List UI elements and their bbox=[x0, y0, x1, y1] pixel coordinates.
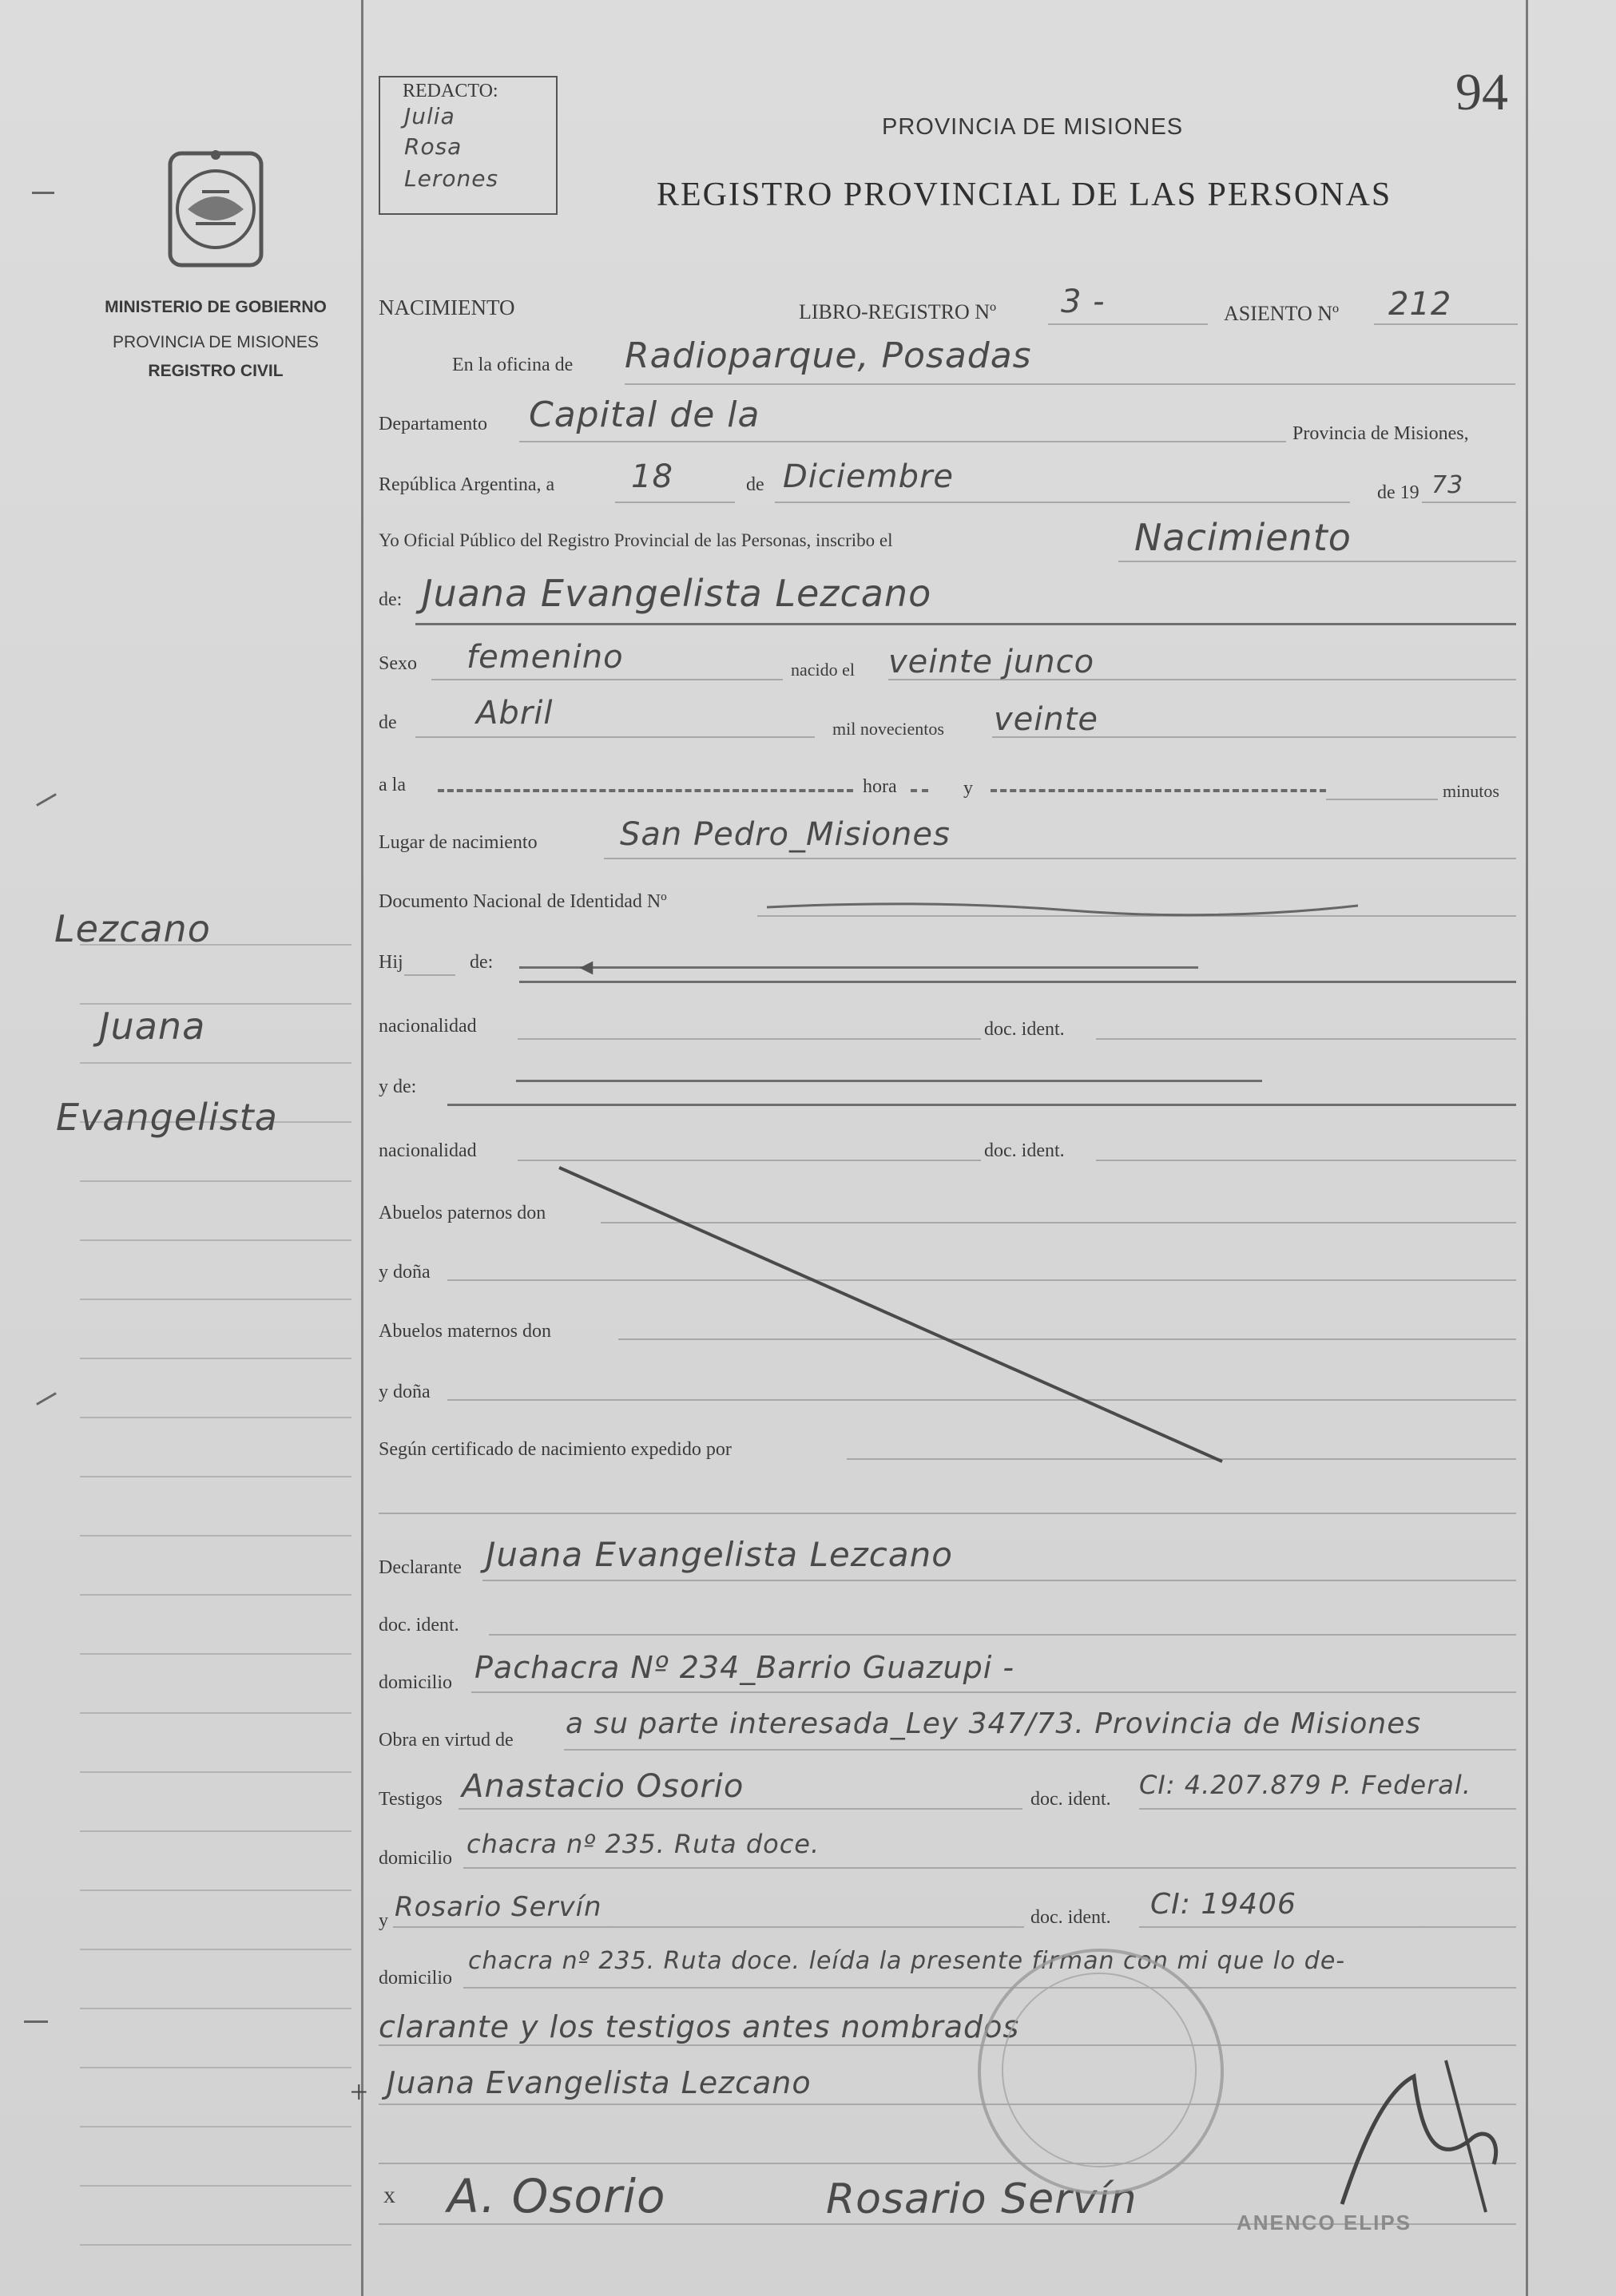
field-line bbox=[1374, 323, 1518, 325]
asiento-value: 212 bbox=[1388, 286, 1452, 323]
cancel-line bbox=[516, 1080, 1262, 1082]
abuelos-paternos-label: Abuelos paternos don bbox=[379, 1203, 546, 1223]
field-line bbox=[471, 1691, 1516, 1693]
arrow-icon: ◄ bbox=[575, 955, 598, 980]
field-line bbox=[1118, 561, 1516, 562]
ministry-line-3: REGISTRO CIVIL bbox=[148, 362, 284, 380]
officer-stamp-text: ANENCO ELIPS bbox=[1237, 2211, 1412, 2235]
de4-label: de: bbox=[470, 952, 494, 973]
nacionalidad-label: nacionalidad bbox=[379, 1016, 477, 1037]
yo-label: Yo Oficial Público del Registro Provincial de las Personas, inscribo el bbox=[379, 530, 893, 550]
margin-rule-line bbox=[80, 1712, 351, 1714]
margin-surname: Lezcano bbox=[54, 907, 211, 950]
margin-rule-line bbox=[80, 1771, 351, 1773]
testigos-label: Testigos bbox=[379, 1789, 443, 1810]
dni-label: Documento Nacional de Identidad Nº bbox=[379, 891, 667, 912]
margin-rule-line bbox=[80, 1830, 351, 1832]
nacido-label: nacido el bbox=[791, 660, 856, 680]
registry-heading: REGISTRO PROVINCIAL DE LAS PERSONAS bbox=[657, 176, 1392, 213]
nacido-value: veinte junco bbox=[888, 644, 1095, 680]
right-margin-line bbox=[1526, 0, 1528, 2296]
doc-ident5-label: doc. ident. bbox=[1030, 1907, 1111, 1928]
field-line bbox=[482, 1580, 1516, 1581]
binding-mark bbox=[32, 192, 54, 194]
abuelos-maternos-label: Abuelos maternos don bbox=[379, 1321, 551, 1342]
hora-label: hora bbox=[863, 776, 897, 797]
officer-signature bbox=[1326, 2044, 1518, 2220]
doc-ident2-label: doc. ident. bbox=[984, 1140, 1065, 1161]
domicilio-label: domicilio bbox=[379, 1672, 452, 1693]
dia-value: 18 bbox=[631, 458, 673, 495]
anio-label: de 19 bbox=[1377, 482, 1419, 503]
name-underline bbox=[415, 623, 1516, 625]
cancel-line bbox=[519, 966, 1198, 969]
field-line bbox=[1048, 323, 1208, 325]
field-line bbox=[625, 383, 1515, 385]
hora-blank-dashes bbox=[438, 789, 853, 792]
binding-mark bbox=[36, 1392, 57, 1406]
de2-label: de: bbox=[379, 589, 403, 610]
minutos-label: minutos bbox=[1443, 781, 1499, 801]
testigo2-doc-value: CI: 19406 bbox=[1150, 1888, 1296, 1921]
field-line bbox=[1139, 1926, 1516, 1928]
field-line-dark bbox=[447, 1104, 1516, 1106]
field-line bbox=[393, 1926, 1024, 1928]
lugar-label: Lugar de nacimiento bbox=[379, 832, 538, 853]
seal-emblem bbox=[156, 144, 276, 280]
margin-rule-line bbox=[80, 2126, 351, 2127]
redacto-box bbox=[379, 76, 558, 215]
minutos-blank-dashes bbox=[991, 789, 1326, 792]
margin-rule-line bbox=[80, 2008, 351, 2009]
field-line bbox=[379, 1513, 1516, 1514]
diagonal-cancel-line bbox=[551, 1160, 1230, 1471]
field-line bbox=[1422, 502, 1516, 503]
official-round-stamp bbox=[978, 1949, 1224, 2195]
cross-mark: + bbox=[350, 2074, 368, 2110]
redacto-signature-3: Lerones bbox=[404, 165, 499, 192]
yde-label: y de: bbox=[379, 1077, 417, 1097]
de-label: de bbox=[746, 474, 764, 495]
field-line bbox=[604, 858, 1516, 859]
field-line bbox=[1096, 1038, 1516, 1040]
margin-rule-line bbox=[80, 1535, 351, 1537]
field-line bbox=[519, 441, 1286, 442]
redacto-signature-1: Julia bbox=[404, 103, 455, 129]
field-line bbox=[463, 1867, 1516, 1869]
binding-mark bbox=[24, 2020, 48, 2023]
domicilio3-value: chacra nº 235. Ruta doce. leída la presente firman con mi que lo de- bbox=[468, 1947, 1346, 1975]
margin-rule-line bbox=[80, 2185, 351, 2187]
oficina-label: En la oficina de bbox=[452, 355, 574, 375]
margin-rule-line bbox=[80, 1417, 351, 1418]
hij-label: Hij bbox=[379, 952, 403, 973]
margin-rule-line bbox=[80, 1239, 351, 1241]
ministry-line-2: PROVINCIA DE MISIONES bbox=[113, 333, 319, 351]
domicilio2-value: chacra nº 235. Ruta doce. bbox=[467, 1829, 820, 1859]
oficina-value: Radioparque, Posadas bbox=[625, 335, 1032, 376]
dni-strike-line bbox=[767, 896, 1358, 920]
redacto-signature-2: Rosa bbox=[404, 133, 463, 160]
margin-rule-line bbox=[80, 1180, 351, 1182]
mil-value: veinte bbox=[994, 701, 1099, 738]
margin-rule-line bbox=[80, 2067, 351, 2068]
declarante-label: Declarante bbox=[379, 1557, 462, 1578]
mil-label: mil novecientos bbox=[832, 719, 944, 739]
margin-rule-line bbox=[80, 1653, 351, 1655]
margin-first-name: Juana bbox=[99, 1005, 206, 1048]
domicilio-value: Pachacra Nº 234_Barrio Guazupi - bbox=[474, 1650, 1015, 1685]
firma-testigo1: A. Osorio bbox=[447, 2169, 666, 2223]
departamento-value: Capital de la bbox=[529, 395, 760, 435]
field-line bbox=[615, 502, 735, 503]
de3-label: de bbox=[379, 712, 397, 733]
y-label: y bbox=[963, 778, 973, 799]
testigo1-value: Anastacio Osorio bbox=[462, 1768, 744, 1805]
mes-value: Diciembre bbox=[783, 458, 955, 495]
republica-label: República Argentina, a bbox=[379, 474, 555, 495]
binding-mark bbox=[36, 793, 57, 807]
field-line bbox=[1139, 1808, 1516, 1810]
field-line bbox=[1326, 799, 1438, 800]
field-line bbox=[564, 1749, 1516, 1751]
field-line bbox=[775, 502, 1350, 503]
libro-label: LIBRO-REGISTRO Nº bbox=[799, 300, 997, 323]
firma-testigo2: Rosario Servín bbox=[826, 2175, 1138, 2223]
ydona-label: y doña bbox=[379, 1262, 431, 1283]
nombre-value: Juana Evangelista Lezcano bbox=[422, 572, 932, 615]
closing-line: clarante y los testigos antes nombrados bbox=[379, 2009, 1020, 2044]
margin-rule-line bbox=[80, 2244, 351, 2246]
sexo-value: femenino bbox=[467, 639, 624, 676]
segun-label: Según certificado de nacimiento expedido por bbox=[379, 1439, 732, 1460]
domicilio2-label: domicilio bbox=[379, 1848, 452, 1869]
margin-rule-line bbox=[80, 1062, 351, 1064]
margin-middle-name: Evangelista bbox=[56, 1096, 278, 1139]
sexo-label: Sexo bbox=[379, 653, 417, 674]
margin-rule-line bbox=[80, 1299, 351, 1300]
margin-rule-line bbox=[80, 1594, 351, 1596]
doc-ident-label: doc. ident. bbox=[984, 1019, 1065, 1040]
lugar-value: San Pedro_Misiones bbox=[620, 816, 951, 853]
anio-value: 73 bbox=[1431, 471, 1464, 499]
inscribo-value: Nacimiento bbox=[1134, 516, 1352, 559]
field-line bbox=[463, 1987, 1516, 1989]
page-number: 94 bbox=[1455, 63, 1508, 121]
field-line bbox=[518, 1038, 981, 1040]
mes-nac-value: Abril bbox=[476, 695, 554, 732]
obra-value: a su parte interesada_Ley 347/73. Provincia de Misiones bbox=[566, 1707, 1422, 1740]
asiento-label: ASIENTO Nº bbox=[1224, 302, 1340, 325]
ala-label: a la bbox=[379, 775, 406, 795]
field-line bbox=[404, 974, 455, 976]
ministry-line-1: MINISTERIO DE GOBIERNO bbox=[105, 298, 327, 316]
departamento-label: Departamento bbox=[379, 414, 487, 434]
doc-ident3-label: doc. ident. bbox=[379, 1615, 459, 1636]
provincia-label: Provincia de Misiones, bbox=[1292, 423, 1469, 444]
field-line bbox=[431, 679, 783, 680]
testigo1-doc-value: CI: 4.207.879 P. Federal. bbox=[1139, 1770, 1471, 1800]
domicilio3-label: domicilio bbox=[379, 1968, 452, 1989]
x-mark: x bbox=[383, 2182, 395, 2208]
margin-rule-line bbox=[80, 1358, 351, 1359]
margin-rule-line bbox=[80, 1890, 351, 1891]
field-line bbox=[459, 1808, 1022, 1810]
field-line-dark bbox=[519, 981, 1516, 983]
testigo2-value: Rosario Servín bbox=[395, 1891, 602, 1923]
redacto-label: REDACTO: bbox=[403, 81, 498, 101]
obra-label: Obra en virtud de bbox=[379, 1730, 514, 1751]
declarante-value: Juana Evangelista Lezcano bbox=[486, 1535, 953, 1574]
margin-rule-line bbox=[80, 1476, 351, 1477]
libro-value: 3 - bbox=[1061, 284, 1106, 320]
nacionalidad2-label: nacionalidad bbox=[379, 1140, 477, 1161]
margin-rule-line bbox=[80, 1949, 351, 1950]
nacimiento-label: NACIMIENTO bbox=[379, 295, 515, 319]
doc-ident4-label: doc. ident. bbox=[1030, 1789, 1111, 1810]
hora-blank-dash bbox=[911, 789, 928, 792]
field-line bbox=[415, 736, 815, 738]
province-heading: PROVINCIA DE MISIONES bbox=[882, 114, 1184, 140]
field-line bbox=[489, 1634, 1516, 1636]
ydona2-label: y doña bbox=[379, 1382, 431, 1402]
left-margin-line bbox=[361, 0, 363, 2296]
y-prefix: y bbox=[379, 1910, 388, 1931]
firma-declarante: Juana Evangelista Lezcano bbox=[387, 2065, 812, 2100]
